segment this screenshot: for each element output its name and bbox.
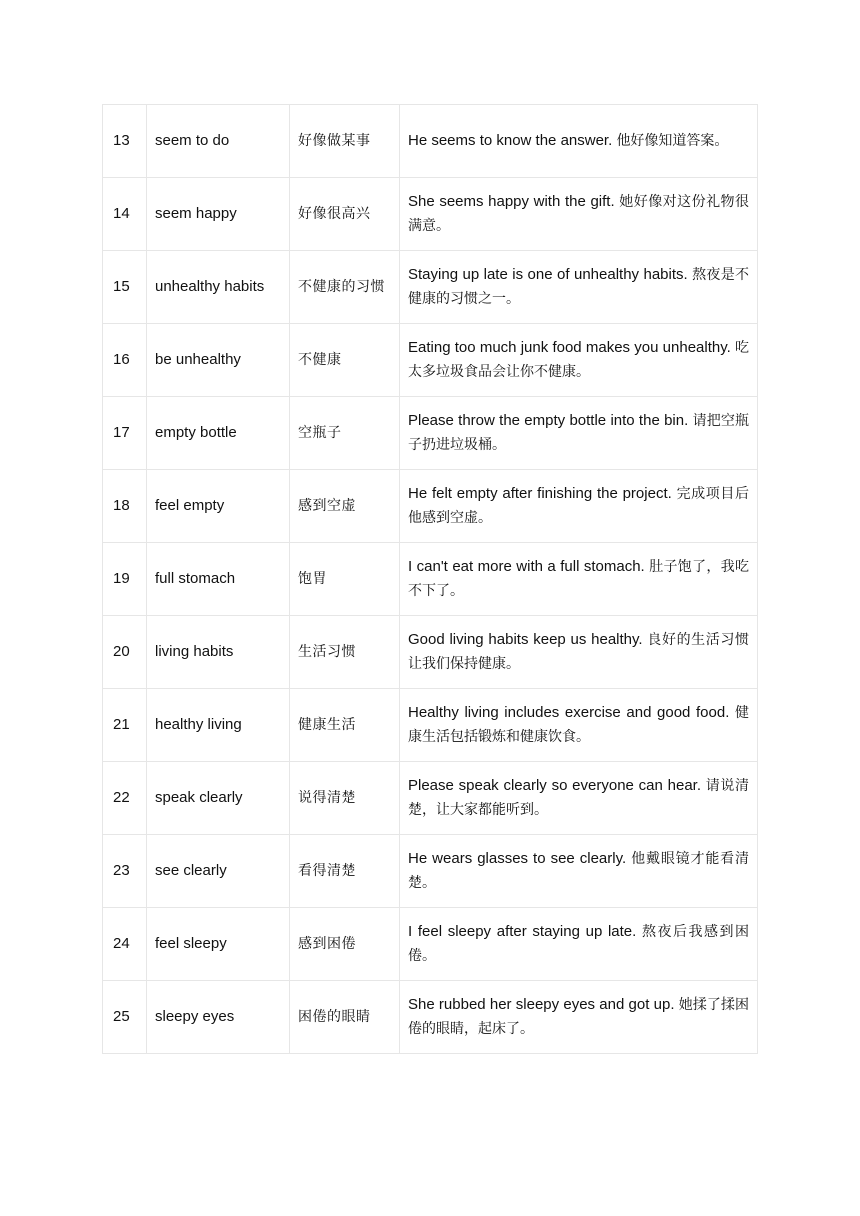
example-chinese: 她好像对这份礼物很满意。 [408, 194, 750, 234]
row-number: 17 [103, 397, 147, 470]
example-chinese: 熬夜是不健康的习惯之一。 [408, 267, 749, 307]
row-number: 24 [103, 908, 147, 981]
example-english: Eating too much junk food makes you unhealthy. [408, 339, 731, 356]
example-cell [400, 178, 758, 251]
meaning-cell: 好像很高兴 [290, 178, 400, 251]
example-chinese: 他好像知道答案。 [616, 133, 729, 149]
example-chinese: 他戴眼镜才能看清楚。 [408, 851, 750, 891]
example-english: Please throw the empty bottle into the bin. [408, 412, 689, 429]
phrase-cell: seem happy [147, 178, 290, 251]
example-chinese: 请说清楚，让大家都能听到。 [408, 778, 749, 818]
meaning-cell: 困倦的眼睛 [290, 981, 400, 1054]
row-number: 23 [103, 835, 147, 908]
meaning-cell: 说得清楚 [290, 762, 400, 835]
example-cell [400, 470, 758, 543]
example-chinese: 熬夜后我感到困倦。 [408, 924, 749, 964]
example-cell [400, 835, 758, 908]
table-row [103, 324, 758, 397]
phrase-cell: see clearly [147, 835, 290, 908]
meaning-cell: 饱胃 [290, 543, 400, 616]
example-chinese: 完成项目后他感到空虚。 [408, 486, 749, 526]
example-english: Staying up late is one of unhealthy habits. [408, 266, 688, 283]
phrase-cell: unhealthy habits [147, 251, 290, 324]
row-number: 25 [103, 981, 147, 1054]
example-cell [400, 105, 758, 178]
table-row [103, 470, 758, 543]
example-cell [400, 397, 758, 470]
row-number: 16 [103, 324, 147, 397]
example-english: He felt empty after finishing the project. [408, 485, 672, 502]
example-cell [400, 543, 758, 616]
phrase-cell: full stomach [147, 543, 290, 616]
phrase-cell: feel empty [147, 470, 290, 543]
table-row [103, 105, 758, 178]
table-row [103, 251, 758, 324]
table-row [103, 835, 758, 908]
meaning-cell: 生活习惯 [290, 616, 400, 689]
table-row [103, 178, 758, 251]
row-number: 22 [103, 762, 147, 835]
example-chinese: 请把空瓶子扔进垃圾桶。 [408, 413, 749, 453]
example-english: Healthy living includes exercise and good food. [408, 704, 730, 721]
row-number: 13 [103, 105, 147, 178]
phrase-cell: seem to do [147, 105, 290, 178]
example-cell [400, 324, 758, 397]
table-row [103, 981, 758, 1054]
example-cell [400, 251, 758, 324]
meaning-cell: 不健康 [290, 324, 400, 397]
example-english: She seems happy with the gift. [408, 193, 615, 210]
row-number: 18 [103, 470, 147, 543]
meaning-cell: 好像做某事 [290, 105, 400, 178]
example-cell [400, 908, 758, 981]
row-number: 19 [103, 543, 147, 616]
phrase-cell: feel sleepy [147, 908, 290, 981]
phrase-cell: healthy living [147, 689, 290, 762]
example-cell [400, 616, 758, 689]
meaning-cell: 空瓶子 [290, 397, 400, 470]
phrase-cell: empty bottle [147, 397, 290, 470]
example-cell [400, 981, 758, 1054]
phrase-cell: sleepy eyes [147, 981, 290, 1054]
phrase-cell: speak clearly [147, 762, 290, 835]
table-row [103, 397, 758, 470]
example-cell [400, 762, 758, 835]
example-chinese: 肚子饱了，我吃不下了。 [408, 559, 749, 599]
example-english: He seems to know the answer. [408, 132, 613, 149]
meaning-cell: 健康生活 [290, 689, 400, 762]
meaning-cell: 看得清楚 [290, 835, 400, 908]
vocabulary-table-body [103, 105, 758, 1054]
row-number: 14 [103, 178, 147, 251]
example-chinese: 她揉了揉困倦的眼睛，起床了。 [408, 997, 749, 1037]
example-english: She rubbed her sleepy eyes and got up. [408, 996, 675, 1013]
example-english: Good living habits keep us healthy. [408, 631, 643, 648]
example-english: He wears glasses to see clearly. [408, 850, 627, 867]
phrase-cell: living habits [147, 616, 290, 689]
row-number: 20 [103, 616, 147, 689]
example-chinese: 良好的生活习惯让我们保持健康。 [408, 632, 749, 672]
meaning-cell: 感到空虚 [290, 470, 400, 543]
phrase-cell: be unhealthy [147, 324, 290, 397]
example-chinese: 吃太多垃圾食品会让你不健康。 [408, 340, 749, 380]
example-english: I can't eat more with a full stomach. [408, 558, 645, 575]
example-cell [400, 689, 758, 762]
table-row [103, 689, 758, 762]
table-row [103, 762, 758, 835]
table-row [103, 908, 758, 981]
example-english: Please speak clearly so everyone can hear. [408, 777, 701, 794]
meaning-cell: 不健康的习惯 [290, 251, 400, 324]
table-row [103, 543, 758, 616]
vocabulary-table [102, 104, 758, 1054]
row-number: 15 [103, 251, 147, 324]
example-english: I feel sleepy after staying up late. [408, 923, 637, 940]
table-row [103, 616, 758, 689]
meaning-cell: 感到困倦 [290, 908, 400, 981]
example-chinese: 健康生活包括锻炼和健康饮食。 [408, 705, 749, 745]
row-number: 21 [103, 689, 147, 762]
